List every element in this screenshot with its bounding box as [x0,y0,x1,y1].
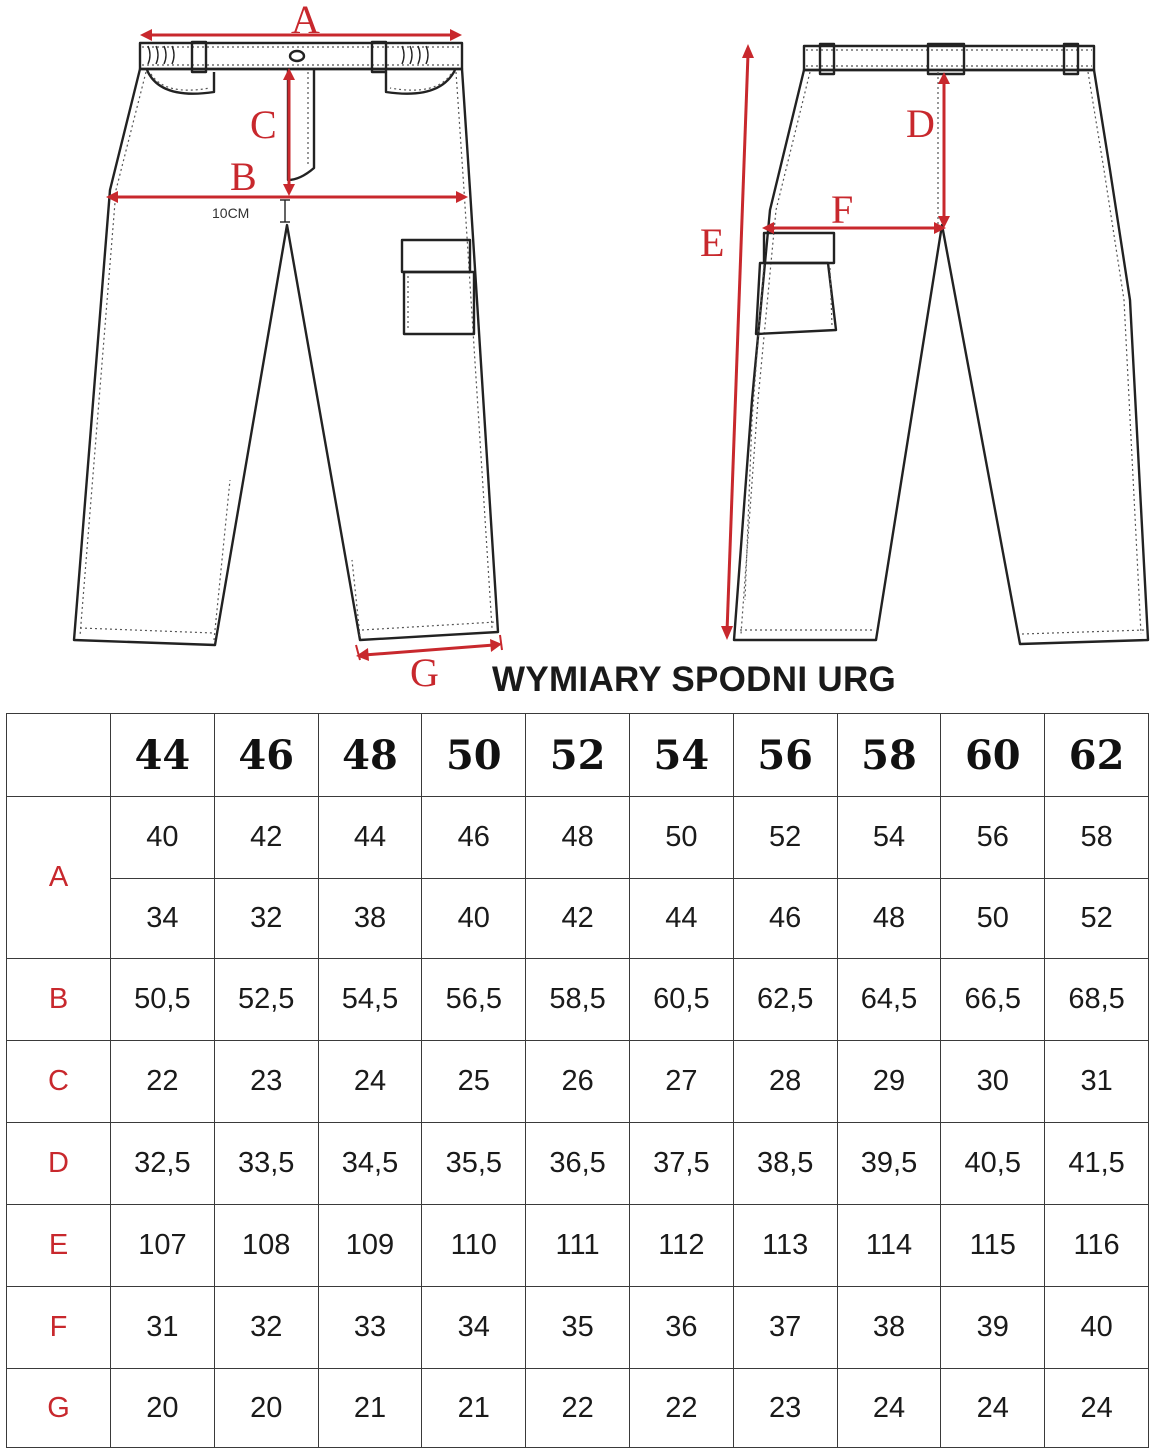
label-c: C [250,102,277,147]
table-cell: 62,5 [733,959,837,1041]
table-cell: 25 [422,1041,526,1123]
table-cell: 23 [733,1369,837,1448]
row-label: B [7,959,111,1041]
table-row [7,1205,1149,1287]
table-cell: 27 [629,1041,733,1123]
table-cell: 42 [526,879,630,959]
table-cell: 22 [629,1369,733,1448]
size-header: 54 [629,714,733,797]
table-cell: 30 [941,1041,1045,1123]
label-10cm: 10CM [212,205,250,221]
table-cell: 35,5 [422,1123,526,1205]
table-cell: 50,5 [111,959,215,1041]
label-g: G [410,650,439,695]
table-cell: 54 [837,797,941,879]
table-cell: 116 [1045,1205,1149,1287]
table-cell: 39 [941,1287,1045,1369]
table-cell: 52 [733,797,837,879]
table-cell: 50 [629,797,733,879]
table-cell: 40,5 [941,1123,1045,1205]
table-cell: 58 [1045,797,1149,879]
table-row [7,1123,1149,1205]
table-cell: 68,5 [1045,959,1149,1041]
table-row [7,879,1149,959]
table-cell: 26 [526,1041,630,1123]
table-cell: 21 [422,1369,526,1448]
size-header-row [7,714,1149,797]
table-cell: 46 [422,797,526,879]
table-cell: 111 [526,1205,630,1287]
table-cell: 40 [1045,1287,1149,1369]
page-title: WYMIARY SPODNI URG [492,660,897,699]
table-cell: 107 [111,1205,215,1287]
table-cell: 29 [837,1041,941,1123]
size-header: 44 [111,714,215,797]
table-cell: 20 [111,1369,215,1448]
header-corner [7,714,111,797]
table-cell: 109 [318,1205,422,1287]
label-a: A [291,0,320,42]
table-cell: 66,5 [941,959,1045,1041]
table-cell: 42 [214,797,318,879]
size-header: 58 [837,714,941,797]
table-cell: 22 [526,1369,630,1448]
table-cell: 46 [733,879,837,959]
table-cell: 24 [941,1369,1045,1448]
table-cell: 33,5 [214,1123,318,1205]
button-shape [290,51,304,61]
table-cell: 40 [422,879,526,959]
table-cell: 113 [733,1205,837,1287]
table-cell: 39,5 [837,1123,941,1205]
table-cell: 23 [214,1041,318,1123]
table-cell: 24 [1045,1369,1149,1448]
table-cell: 37 [733,1287,837,1369]
table-cell: 24 [837,1369,941,1448]
table-cell: 32 [214,879,318,959]
size-table [6,713,1149,1448]
table-cell: 31 [111,1287,215,1369]
table-row [7,1369,1149,1448]
table-cell: 108 [214,1205,318,1287]
table-cell: 32 [214,1287,318,1369]
table-cell: 28 [733,1041,837,1123]
table-cell: 34 [111,879,215,959]
row-label: D [7,1123,111,1205]
table-cell: 20 [214,1369,318,1448]
label-e: E [700,220,725,265]
table-cell: 41,5 [1045,1123,1149,1205]
table-cell: 52,5 [214,959,318,1041]
table-cell: 31 [1045,1041,1149,1123]
table-cell: 33 [318,1287,422,1369]
table-cell: 34 [422,1287,526,1369]
table-cell: 115 [941,1205,1045,1287]
table-row [7,797,1149,879]
table-cell: 48 [526,797,630,879]
table-cell: 52 [1045,879,1149,959]
front-dimensions [106,29,502,661]
table-cell: 110 [422,1205,526,1287]
table-cell: 44 [629,879,733,959]
row-label: G [7,1369,111,1448]
size-header: 62 [1045,714,1149,797]
table-cell: 36 [629,1287,733,1369]
table-cell: 56 [941,797,1045,879]
size-header: 56 [733,714,837,797]
size-header: 52 [526,714,630,797]
size-header: 46 [214,714,318,797]
row-label: F [7,1287,111,1369]
row-label: E [7,1205,111,1287]
cargo-pocket-flap [764,233,834,263]
cargo-pocket-flap [402,240,470,272]
size-header: 50 [422,714,526,797]
table-cell: 44 [318,797,422,879]
table-cell: 38,5 [733,1123,837,1205]
label-f: F [831,187,854,232]
table-cell: 21 [318,1369,422,1448]
table-cell: 40 [111,797,215,879]
table-cell: 37,5 [629,1123,733,1205]
row-label: A [7,797,111,959]
table-cell: 56,5 [422,959,526,1041]
label-b: B [230,154,257,199]
table-cell: 24 [318,1041,422,1123]
size-header: 60 [941,714,1045,797]
table-cell: 22 [111,1041,215,1123]
size-header: 48 [318,714,422,797]
table-cell: 112 [629,1205,733,1287]
table-cell: 38 [837,1287,941,1369]
table-cell: 54,5 [318,959,422,1041]
table-row [7,959,1149,1041]
table-cell: 60,5 [629,959,733,1041]
table-cell: 32,5 [111,1123,215,1205]
table-cell: 35 [526,1287,630,1369]
side-view-pants [734,44,1148,644]
row-label: C [7,1041,111,1123]
pants-measurement-diagram [0,0,1173,700]
table-cell: 36,5 [526,1123,630,1205]
front-view-pants [74,42,498,645]
table-row [7,1287,1149,1369]
table-cell: 34,5 [318,1123,422,1205]
table-cell: 114 [837,1205,941,1287]
cargo-pocket [404,272,474,334]
table-cell: 38 [318,879,422,959]
table-cell: 50 [941,879,1045,959]
table-row [7,1041,1149,1123]
table-cell: 48 [837,879,941,959]
label-d: D [906,101,935,146]
table-cell: 58,5 [526,959,630,1041]
table-cell: 64,5 [837,959,941,1041]
